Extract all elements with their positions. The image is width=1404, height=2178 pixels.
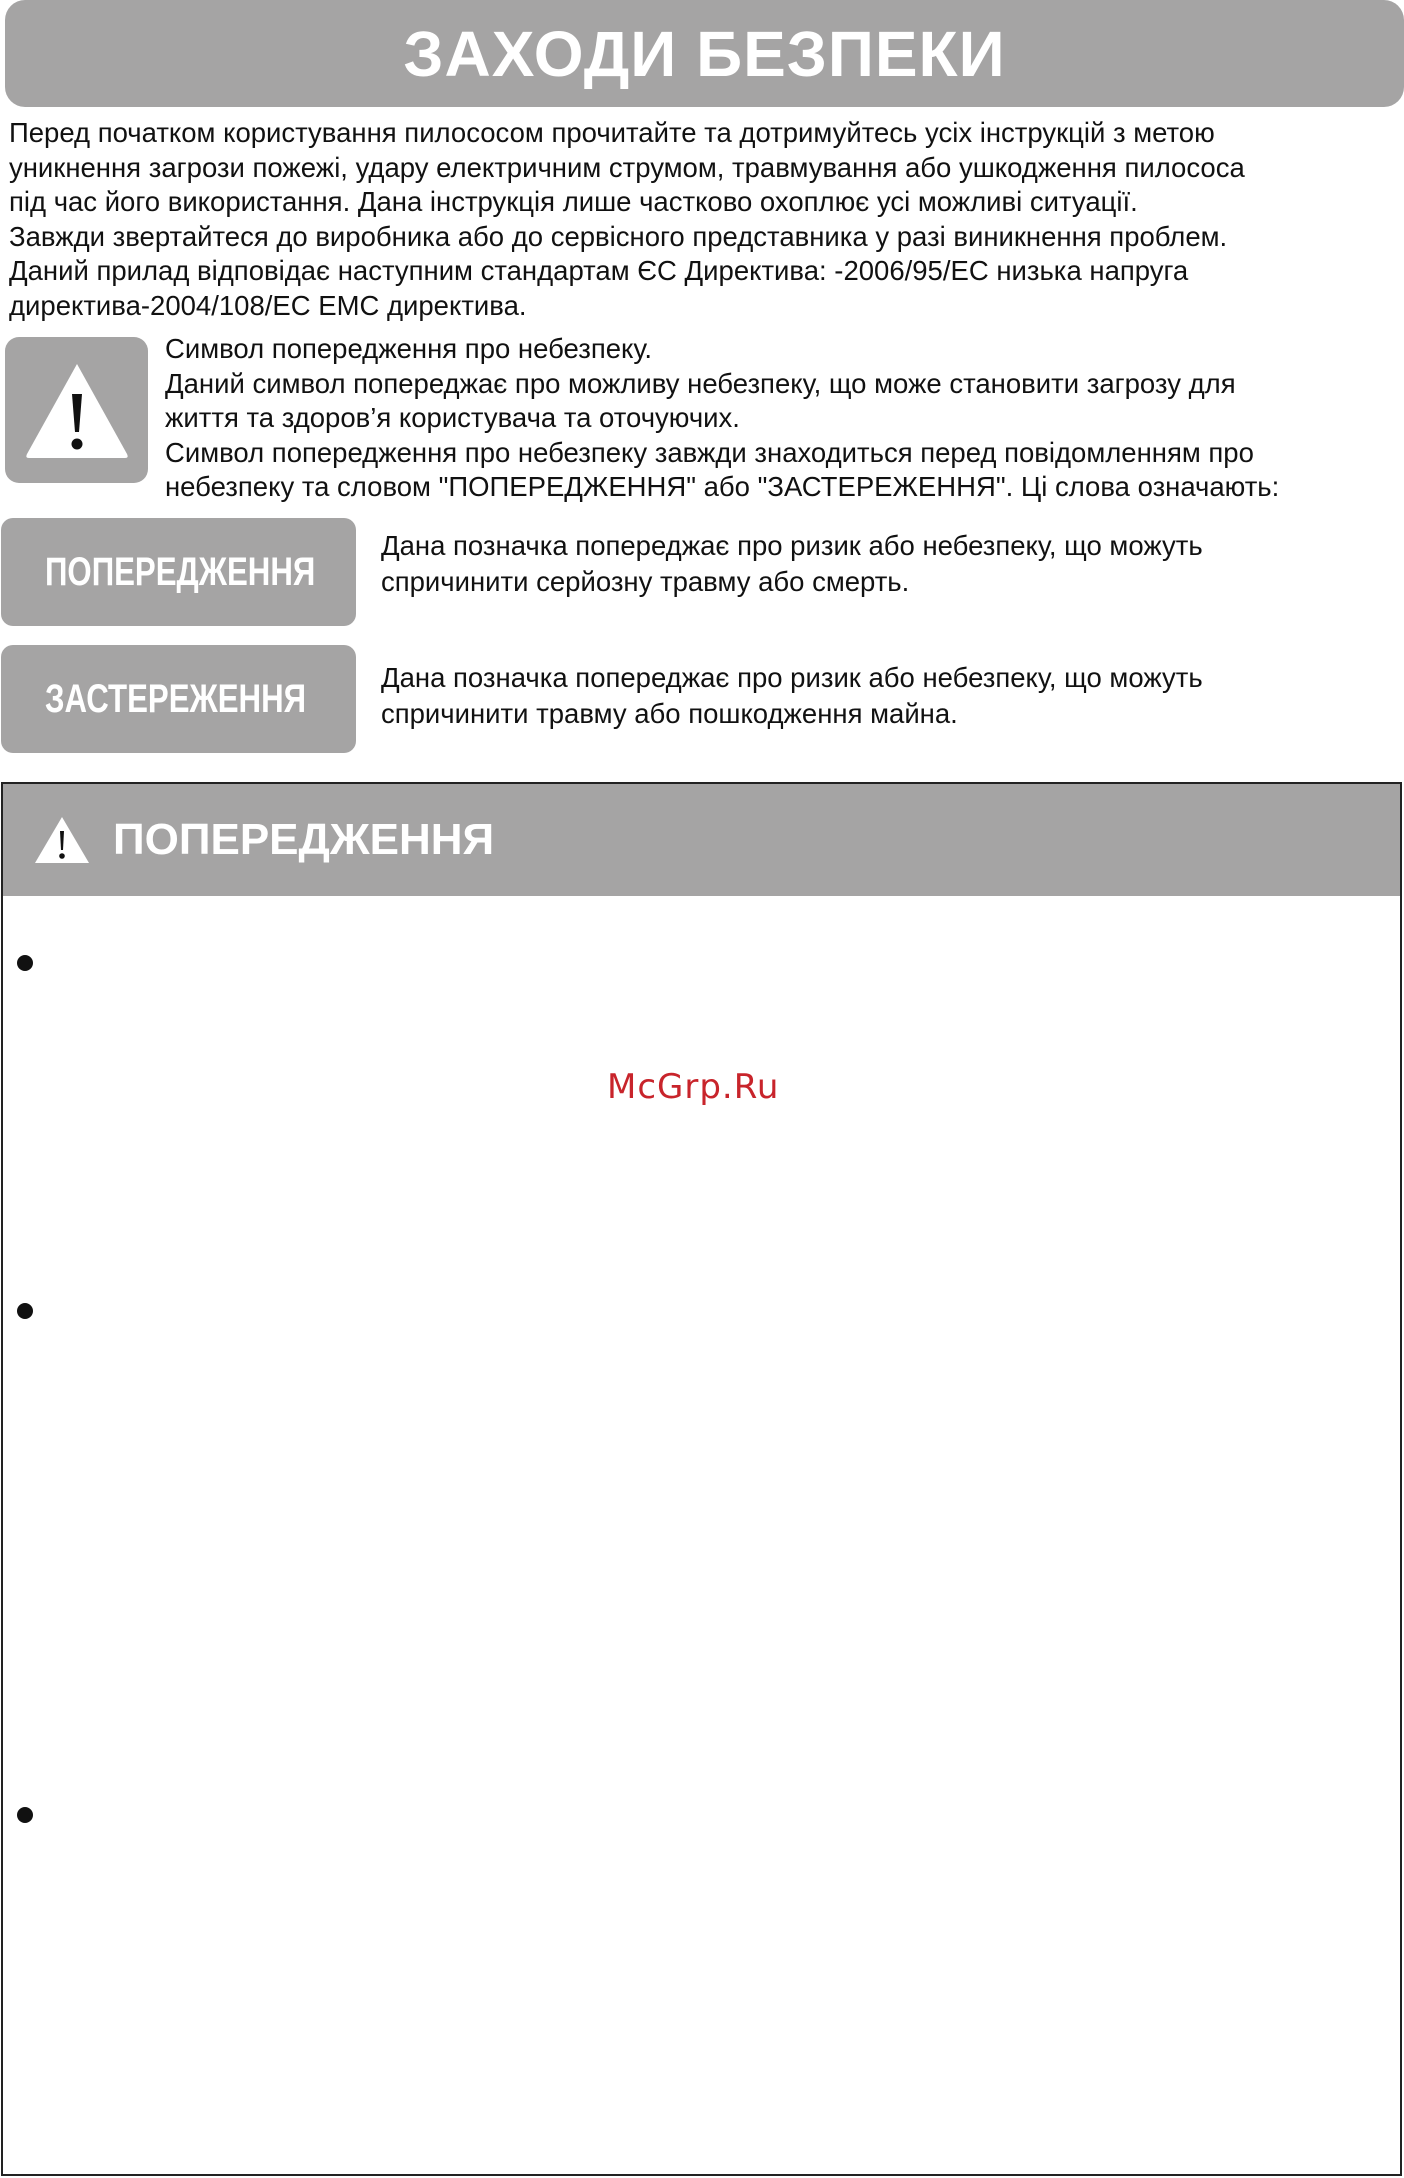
symbol-line: Символ попередження про небезпеку. bbox=[165, 333, 652, 364]
symbol-line: Символ попередження про небезпеку завжди знаходиться перед повідомленням про bbox=[165, 436, 1254, 468]
intro-line: уникнення загрози пожежі, удару електричним струмом, травмування або ушкодження пилососа bbox=[9, 151, 1245, 183]
intro-line: під час його використання. Дана інструкція лише частково охоплює усі можливі ситуації. bbox=[9, 186, 1138, 217]
watermark: McGrp.Ru bbox=[607, 1067, 780, 1107]
warning-symbol-box bbox=[5, 337, 148, 483]
caution-tag bbox=[1, 645, 356, 753]
page-title-bar bbox=[5, 0, 1404, 107]
symbol-line: небезпеку та словом "ПОПЕРЕДЖЕННЯ" або "ЗАСТЕРЕЖЕННЯ". Ці слова означають: bbox=[165, 471, 1280, 502]
warning-panel-header bbox=[3, 784, 1400, 896]
tag-desc-line: спричинити травму або пошкодження майна. bbox=[381, 698, 958, 729]
warning-panel-heading: ПОПЕРЕДЖЕННЯ bbox=[113, 815, 495, 864]
warning-triangle-icon bbox=[33, 815, 91, 865]
caution-tag-label: ЗАСТЕРЕЖЕННЯ bbox=[45, 676, 307, 721]
symbol-line: життя та здоров’я користувача та оточуючих. bbox=[165, 402, 740, 433]
caution-tag-description bbox=[381, 660, 1381, 732]
symbol-line: Даний символ попереджає про можливу небезпеку, що може становити загрозу для bbox=[165, 367, 1236, 399]
warning-tag bbox=[1, 518, 356, 626]
bullet-point bbox=[17, 955, 33, 971]
intro-paragraph bbox=[9, 116, 1401, 323]
intro-line: Перед початком користування пилососом прочитайте та дотримуйтесь усіх інструкцій з метою bbox=[9, 117, 1215, 148]
tag-desc-line: Дана позначка попереджає про ризик або небезпеку, що можуть bbox=[381, 530, 1203, 561]
warning-triangle-icon bbox=[21, 358, 133, 462]
tag-desc-line: спричинити серйозну травму або смерть. bbox=[381, 566, 910, 597]
intro-line: Завжди звертайтеся до виробника або до сервісного представника у разі виникнення проблем. bbox=[9, 220, 1228, 252]
page-title: ЗАХОДИ БЕЗПЕКИ bbox=[403, 17, 1006, 90]
warning-tag-label: ПОПЕРЕДЖЕННЯ bbox=[45, 549, 316, 594]
bullet-point bbox=[17, 1807, 33, 1823]
intro-line: Даний прилад відповідає наступним стандартам ЄС Директива: -2006/95/ЕС низька напруга bbox=[9, 255, 1189, 286]
warning-tag-description bbox=[381, 528, 1381, 600]
intro-line: директива-2004/108/ЕС ЕМС директива. bbox=[9, 289, 527, 321]
symbol-description bbox=[165, 332, 1401, 505]
tag-desc-line: Дана позначка попереджає про ризик або небезпеку, що можуть bbox=[381, 662, 1203, 693]
bullet-point bbox=[17, 1303, 33, 1319]
warning-panel bbox=[1, 782, 1402, 2176]
